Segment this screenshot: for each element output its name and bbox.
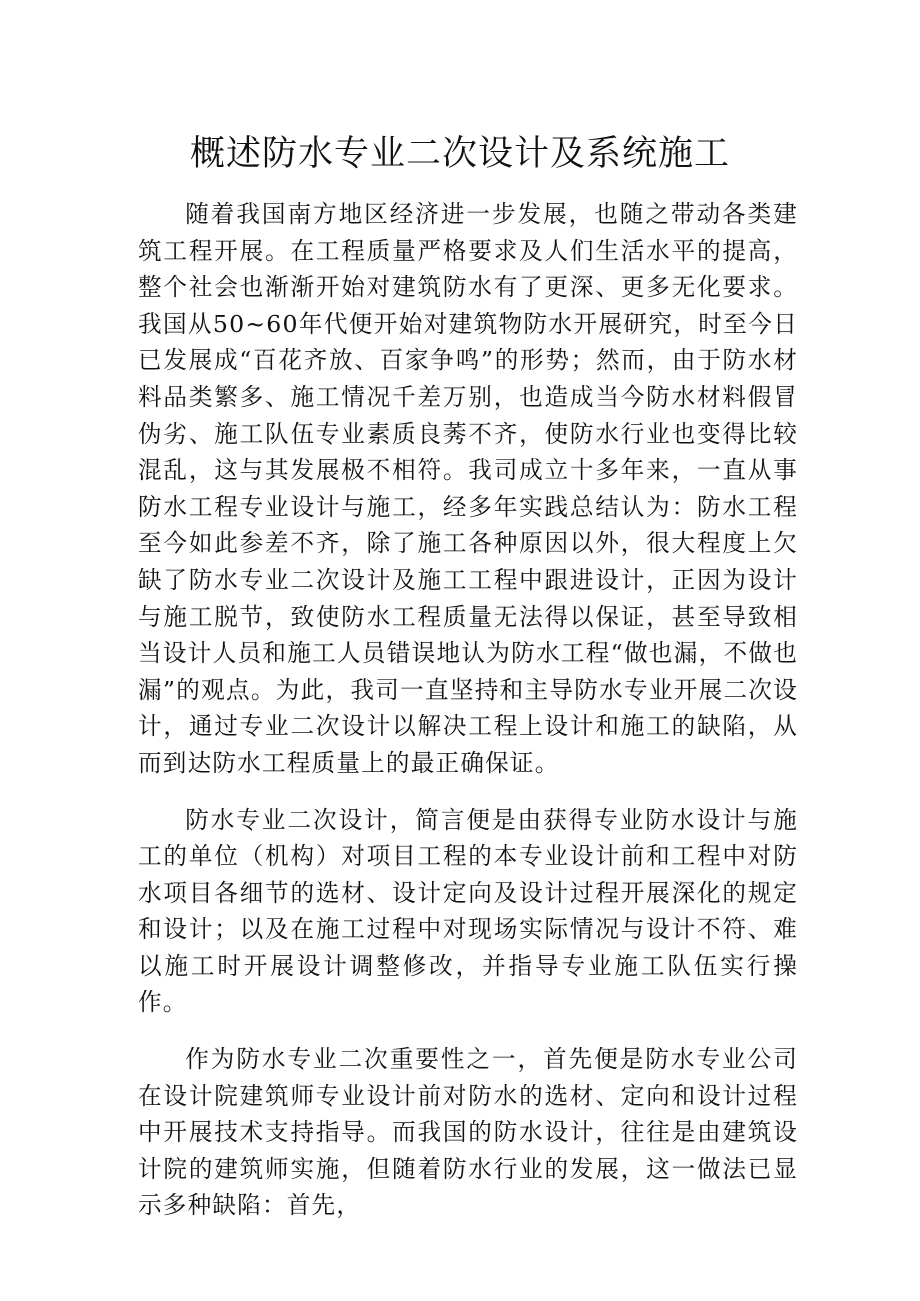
paragraph-2: 防水专业二次设计，简言便是由获得专业防水设计与施工的单位（机构）对项目工程的本专业设计前和工程中对防水项目各细节的选材、设计定向及设计过程开展深化的规定和设计；以及在施工过程中对现场实际情况与设计不符、难以施工时开展设计调整修改，并指导专业施工队伍实行操作。 bbox=[138, 805, 798, 1017]
paragraph-1: 随着我国南方地区经济进一步发展，也随之带动各类建筑工程开展。在工程质量严格要求及人们生活水平的提高，整个社会也渐渐开始对建筑防水有了更深、更多无化要求。我国从50~60年代便开始对建筑物防水开展研究，时至今日已发展成“百花齐放、百家争鸣”的形势；然而，由于防水材料品类繁多、施工情况千差万别，也造成当今防水材料假冒伪劣、施工队伍专业素质良莠不齐，使防水行业也变得比较混乱，这与其发展极不相符。我司成立十多年来，一直从事防水工程专业设计与施工，经多年实践总结认为：防水工程至今如此参差不齐，除了施工各种原因以外，很大程度上欠缺了防水专业二次设计及施工工程中跟进设计，正因为设计与施工脱节，致使防水工程质量无法得以保证，甚至导致相当设计人员和施工人员错误地认为防水工程“做也漏，不做也漏”的观点。为此，我司一直坚持和主导防水专业开展二次设计，通过专业二次设计以解决工程上设计和施工的缺陷，从而到达防水工程质量上的最正确保证。 bbox=[138, 200, 798, 777]
paragraph-3: 作为防水专业二次重要性之一，首先便是防水专业公司在设计院建筑师专业设计前对防水的选材、定向和设计过程中开展技术支持指导。而我国的防水设计，往往是由建筑设计院的建筑师实施，但随着防水行业的发展，这一做法已显示多种缺陷：首先， bbox=[138, 1045, 798, 1220]
document-title: 概述防水专业二次设计及系统施工 bbox=[189, 134, 730, 174]
document-body bbox=[138, 196, 798, 1244]
